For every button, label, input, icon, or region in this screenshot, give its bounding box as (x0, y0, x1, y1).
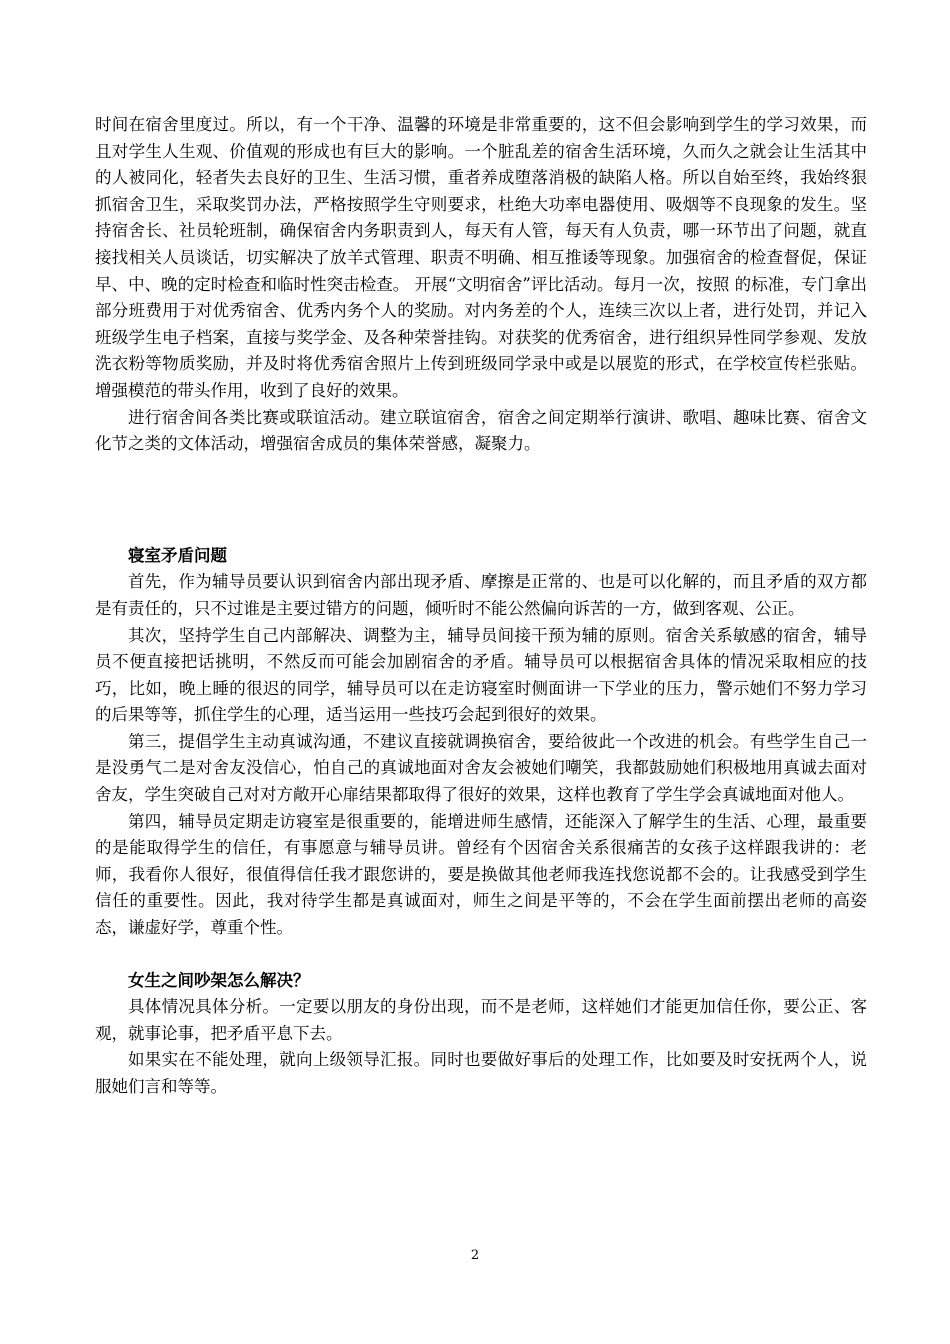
section-heading-girls-quarrel: 女生之间吵架怎么解决？ (128, 970, 310, 990)
section-heading-dorm-conflict: 寝室矛盾问题 (128, 545, 227, 565)
dorm-conflict-paragraph-2: 其次，坚持学生自己内部解决、调整为主，辅导员间接干预为辅的原则。宿舍关系敏感的宿舍，辅导员不便直接把话挑明，不然反而可能会加剧宿舍的矛盾。辅导员可以根据宿舍具体的情况采取相应的技巧，比如，晚上睡的很迟的同学，辅导员可以在走访寝室时侧面讲一下学业的压力，警示她们不努力学习的后果等等，抓住学生的心理，适当运用一些技巧会起到很好的效果。 (95, 625, 867, 725)
section-spacer (95, 458, 867, 543)
dorm-conflict-paragraph-1: 首先，作为辅导员要认识到宿舍内部出现矛盾、摩擦是正常的、也是可以化解的，而且矛盾的双方都是有责任的，只不过谁是主要过错方的问题，倾听时不能公然偏向诉苦的一方，做到客观、公正。 (95, 572, 867, 618)
girls-quarrel-paragraph-1: 具体情况具体分析。一定要以朋友的身份出现，而不是老师，这样她们才能更加信任你，要公正、客观，就事论事，把矛盾平息下去。 (95, 997, 867, 1043)
intro-paragraph: 进行宿舍间各类比赛或联谊活动。建立联谊宿舍，宿舍之间定期举行演讲、歌唱、趣味比赛、宿舍文化节之类的文体活动，增强宿舍成员的集体荣誉感，凝聚力。 (95, 407, 867, 454)
dorm-conflict-paragraph-4: 第四，辅导员定期走访寝室是很重要的，能增进师生感情，还能深入了解学生的生活、心理，最重要的是能取得学生的信任，有事愿意与辅导员讲。曾经有个因宿舍关系很痛苦的女孩子这样跟我讲的：老师，我看你人很好，很值得信任我才跟您讲的，要是换做其他老师我连找您说都不会的。让我感受到学生信任的重要性。因此，我对待学生都是真诚面对，师生之间是平等的，不会在学生面前摆出老师的高姿态，谦虚好学，尊重个性。 (95, 811, 867, 938)
girls-quarrel-paragraph-2: 如果实在不能处理，就向上级领导汇报。同时也要做好事后的处理工作，比如要及时安抚两个人，说服她们言和等等。 (95, 1050, 867, 1096)
dorm-conflict-paragraph-3: 第三，提倡学生主动真诚沟通，不建议直接就调换宿舍，要给彼此一个改进的机会。有些学生自己一是没勇气二是对舍友没信心，怕自己的真诚地面对舍友会被她们嘲笑，我都鼓励她们积极地用真诚去面对舍友，学生突破自己对对方敞开心扉结果都取得了很好的效果，这样也教育了学生学会真诚地面对他人。 (95, 731, 867, 805)
document-body (95, 112, 867, 1101)
page-number: 2 (470, 1248, 480, 1263)
section-spacer (95, 942, 867, 968)
intro-paragraph-continued: 时间在宿舍里度过。所以，有一个干净、温馨的环境是非常重要的，这不但会影响到学生的学习效果，而且对学生人生观、价值观的形成也有巨大的影响。一个脏乱差的宿舍生活环境，久而久之就会让生活其中的人被同化，轻者失去良好的卫生、生活习惯，重者养成堕落消极的缺陷人格。所以自始至终，我始终狠抓宿舍卫生，采取奖罚办法，严格按照学生守则要求，杜绝大功率电器使用、吸烟等不良现象的发生。坚持宿舍长、社员轮班制，确保宿舍内务职责到人，每天有人管，每天有人负责，哪一环节出了问题，就直接找相关人员谈话，切实解决了放羊式管理、职责不明确、相互推诿等现象。加强宿舍的检查督促，保证早、中、晚的定时检查和临时性突击检查。 开展“文明宿舍”评比活动。每月一次，按照 的标准，专门拿出部分班费用于对优秀宿舍、优秀内务个人的奖励。对内务差的个人，连续三次以上者，进行处罚，并记入班级学生电子档案，直接与奖学金、及各种荣誉挂钩。对获奖的优秀宿舍，进行组织异性同学参观、发放洗衣粉等物质奖励，并及时将优秀宿舍照片上传到班级同学录中或是以展览的形式，在学校宣传栏张贴。增强模范的带头作用，收到了良好的效果。 (95, 115, 867, 400)
